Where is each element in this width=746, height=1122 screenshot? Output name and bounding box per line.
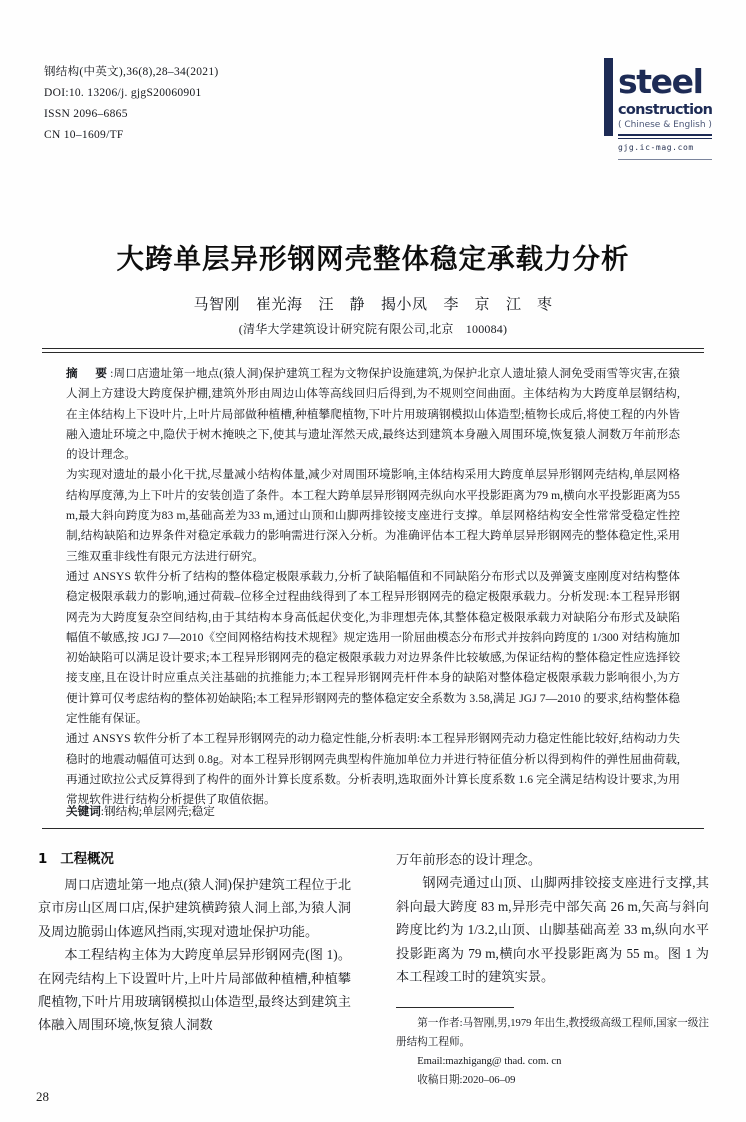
body-paragraph-right-2: 钢网壳通过山顶、山脚两排铰接支座进行支撑,其斜向最大跨度 83 m,异形壳中部矢高 26 m,矢高与斜向跨度比约为 1/3.2,山顶、山脚基础高差 33 m,纵向水平投影距离为 79 m,横向水平投影距离为 55 m。图 1 为本工程竣工时的建筑实景。 [396,875,709,985]
logo-bar-decoration [604,58,613,136]
section-title-1: 工程概况 [60,852,114,867]
logo-divider-top2 [618,138,712,139]
footnote-received-date: 收稿日期:2020–06–09 [417,1075,516,1086]
logo-divider-top [618,134,712,136]
abstract-bottom-rule [42,828,704,829]
journal-logo [604,58,712,170]
abstract-text-1: 周口店遗址第一地点(猿人洞)保护建筑工程为文物保护设施建筑,为保护北京人遗址猿人洞免受雨雪等灾害,在猿人洞上方建设大跨度保护棚,建筑外形由周边山体等高线回归后得到,为不规则空间曲面。主体结构为大跨度单层钢结构,在主体结构上下设叶片,上叶片局部做种植槽,种植攀爬植物,下叶片用玻璃钢模拟山体造型;植物长成后,将使工程的内外皆融入遗址环境之中,隐伏于树木掩映之下,使其与遗址浑然天成,最终达到建筑本身融入周围环境,恢复猿人洞数万年前形态的设计理念。 [66,367,680,462]
keywords-value: 钢结构;单层网壳;稳定 [104,805,215,818]
masthead [44,62,464,146]
doi-line: DOI:10. 13206/j. gjgS20060901 [44,87,202,99]
body-column-right [396,848,709,988]
footnote-email: Email:mazhigang@ thad. com. cn [417,1056,562,1067]
logo-word-steel: steel [618,62,703,101]
section-heading-1 [38,848,351,871]
keywords-label: 关键词 [66,805,101,818]
logo-subtitle: ( Chinese & English ) [618,120,712,130]
logo-divider-bottom [618,159,712,160]
section-number-1: 1 [38,852,48,867]
abstract-paragraph-4: 通过 ANSYS 软件分析了本工程异形钢网壳的动力稳定性能,分析表明:本工程异形钢网壳动力稳定性能比较好,结构动力失稳时的地震动幅值可达到 0.8g。对本工程异形钢网壳典型构件施加单位力并进行特征值分析以得到构件的弹性屈曲荷载,再通过欧拉公式反算得到了构件的面外计算长度系数。分析表明,选取面外计算长度系数 1.6 完全满足结构设计要求,为用常规软件进行结构分析提供了取值依据。 [66,732,680,807]
body-column-left [38,848,351,1037]
abstract-block [66,364,680,811]
keywords-block: 关键词:钢结构;单层网壳;稳定 [66,805,215,818]
footnote-rule [396,1007,514,1008]
abstract-paragraph-1: 摘 要:周口店遗址第一地点(猿人洞)保护建筑工程为文物保护设施建筑,为保护北京人遗址猿人洞免受雨雪等灾害,在猿人洞上方建设大跨度保护棚,建筑外形由周边山体等高线回归后得到,为不规则空间曲面。主体结构为大跨度单层钢结构,在主体结构上下设叶片,上叶片局部做种植槽,种植攀爬植物,下叶片用玻璃钢模拟山体造型;植物长成后,将使工程的内外皆融入遗址环境之中,隐伏于树木掩映之下,使其与遗址浑然天成,最终达到建筑本身融入周围环境,恢复猿人洞数万年前形态的设计理念。 [66,367,680,462]
footnote-author-bio: 第一作者:马智刚,男,1979 年出生,教授级高级工程师,国家一级注册结构工程师。 [396,1018,709,1048]
abstract-top-rule-secondary [42,352,704,353]
logo-website-url: gjg.ic-mag.com [618,143,694,152]
abstract-paragraph-3: 通过 ANSYS 软件分析了结构的整体稳定极限承载力,分析了缺陷幅值和不同缺陷分布形式以及弹簧支座刚度对结构整体稳定极限承载力的影响,通过荷载–位移全过程曲线得到了本工程异形钢网壳的稳定极限承载力。分析发现:本工程异形钢网壳为大跨度复杂空间结构,由于其结构本身高低起伏变化,为非理想壳体,其整体稳定极限承载力对缺陷分布形式及缺陷幅值不敏感,按 JGJ 7—2010《空间网格结构技术规程》规定选用一阶屈曲模态分布形式并按斜向跨度的 1/300 对结构施加初始缺陷可以满足设计要求;本工程异形钢网壳的稳定极限承载力对边界条件比较敏感,为保证结构的整体稳定性应选择铰接支座,且在设计时应重点关注基础的抗推能力;本工程异形钢网壳杆件本身的缺陷对整体稳定极限承载力影响很小,为方便计算可仅考虑结构的整体初始缺陷;本工程异形钢网壳的整体稳定安全系数为 3.58,满足 JGJ 7—2010 的要求,结构整体稳定性能有保证。 [66,569,680,726]
journal-citation: 钢结构(中英文),36(8),28–34(2021) [44,66,219,78]
author-list: 马智刚 崔光海 汪 静 揭小凤 李 京 江 枣 [193,297,553,313]
body-paragraph-left-1: 周口店遗址第一地点(猿人洞)保护建筑工程位于北京市房山区周口店,保护建筑横跨猿人洞上部,为猿人洞及周边脆弱山体遮风挡雨,实现对遗址保护功能。 [38,877,351,939]
author-affiliation: (清华大学建筑设计研究院有限公司,北京 100084) [238,322,508,336]
body-paragraph-left-2: 本工程结构主体为大跨度单层异形钢网壳(图 1)。在网壳结构上下设置叶片,上叶片局部做种植槽,种植攀爬植物,下叶片用玻璃钢模拟山体造型,最终达到建筑主体融入周围环境,恢复猿人洞数 [38,947,351,1033]
abstract-label: 摘 要 [66,367,111,380]
logo-word-construction: construction [618,102,713,118]
page-title: 大跨单层异形钢网壳整体稳定承载力分析 [116,243,630,275]
page-number: 28 [36,1089,49,1104]
issn-line: ISSN 2096–6865 [44,108,128,120]
abstract-top-rule [42,348,704,349]
abstract-paragraph-2: 为实现对遗址的最小化干扰,尽量减小结构体量,减少对周围环境影响,主体结构采用大跨度单层异形钢网壳结构,单层网格结构厚度薄,为上下叶片的安装创造了条件。本工程大跨单层异形钢网壳纵向水平投影距离为79 m,横向水平投影距离为55 m,最大斜向跨度为83 m,基础高差为33 m,通过山顶和山脚两排铰接支座进行支撑。单层网格结构安全性常常受稳定性控制,结构缺陷和边界条件对稳定承载力的影响需进行深入分析。为准确评估本工程大跨单层异形钢网壳的整体稳定性,采用三维双重非线性有限元方法进行研究。 [66,468,680,563]
body-paragraph-right-1: 万年前形态的设计理念。 [396,852,542,867]
cn-line: CN 10–1609/TF [44,129,124,141]
footnote-block [396,1014,709,1090]
